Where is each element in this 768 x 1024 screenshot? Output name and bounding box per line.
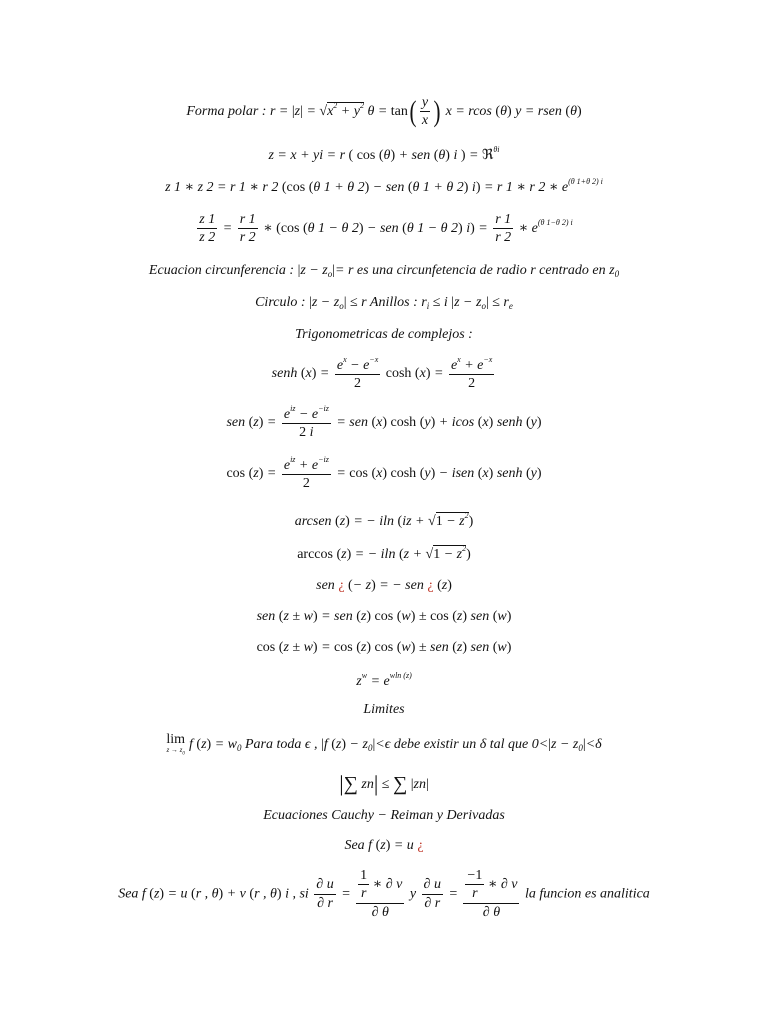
formula-sen-sum: sen (z ± w) = sen (z) cos (w) ± cos (z) sen (w) bbox=[256, 609, 512, 624]
formula-sea-f: Sea f (z) = u ¿ bbox=[344, 838, 424, 853]
rings-label: Anillos bbox=[369, 295, 410, 310]
sea-label: Sea bbox=[344, 838, 365, 853]
formula-limit: lim $z \to z_0$ f $(z) = w_0$ Para toda ϵ , |f $(z) - z_0|<\epsilon$ debe existir un δ tal que $0<|z - z_0|<\delta$ bbox=[166, 732, 602, 757]
circ-text: = r es una circunfetencia de radio r centrado en z bbox=[335, 263, 615, 278]
cauchy-title: Ecuaciones Cauchy − Reiman y Derivadas bbox=[263, 808, 505, 823]
trig-title: Trigonometricas de complejos : bbox=[295, 327, 473, 342]
formula-cauchy-riemann-polar: Sea f (z) = u (r , θ) + v (r , θ) i , si $\frac{\partial u}{\partial r}$ = $\frac{1}{r}$ ∗ ∂ v ∂ θ y $\frac{\partial u}{\partial r}$ = $\frac{-1}{r}$ ∗ ∂ v ∂ θ la funcion es analitica bbox=[118, 868, 650, 920]
circ-label: Ecuacion circunferencia bbox=[148, 263, 286, 278]
analytic-text: la funcion es analitica bbox=[524, 886, 650, 902]
formula-circle-rings: Circulo : $|z - z_o| \le r$ Anillos : $r_i \le i$ $|z - z_o| \le r_e$ bbox=[255, 295, 513, 311]
formula-arcsen: arcsen (z) = − iln $(iz + √1 - z^2)$ bbox=[294, 511, 474, 529]
formula-arccos: arccos (z) = − iln $(z + √1 - z^2)$ bbox=[297, 544, 471, 562]
formula-product: z 1 ∗ z 2 = r 1 ∗ r 2 (cos (θ 1 + θ 2) − sen (θ 1 + θ 2) i) = r 1 ∗ r 2 ∗ $e^{(\theta 1+\theta 2) i}$ bbox=[165, 177, 603, 195]
formula-sen-odd: sen ¿ (− z) = − sen ¿ (z) bbox=[316, 578, 452, 593]
circle-label: Circulo bbox=[255, 295, 298, 310]
polar-label: Forma polar bbox=[186, 104, 259, 120]
formula-cos-z: cos (z) = $\frac{e^{iz} + e^{-iz}}{2}$ = cos (x) cosh (y) − isen (x) senh (y) bbox=[226, 455, 542, 492]
sea-label-2: Sea bbox=[118, 886, 139, 902]
lim-text: Para toda ϵ , bbox=[245, 736, 318, 752]
lim-text2: <ϵ debe existir un δ tal que 0< bbox=[375, 736, 549, 752]
formula-sen-z: sen (z) = $\frac{e^{iz} - e^{-iz}}{2 i}$ = sen (x) cosh (y) + icos (x) senh (y) bbox=[226, 404, 542, 441]
formula-circumference: Ecuacion circunferencia : $|z - z_o|= r$ es una circunfetencia de radio r centrado en $z_0$ bbox=[148, 263, 620, 279]
limits-title: Limites bbox=[363, 702, 405, 717]
formula-sum-inequality: |∑ zn| ≤ ∑ |zn| bbox=[339, 771, 429, 796]
formula-cos-sum: cos (z ± w) = cos (z) cos (w) ± sen (z) sen (w) bbox=[256, 640, 512, 655]
formula-power: $z^w = e^{wln (z)}$ bbox=[356, 671, 412, 689]
formula-quotient: $\frac{z 1}{z 2}$ = $\frac{r 1}{r 2}$ ∗ (cos (θ 1 − θ 2) − sen (θ 1 − θ 2) i) = $\frac{r 1}{r 2}$ ∗ $e^{(\theta 1-\theta 2) i}$ bbox=[199, 212, 573, 246]
formula-senh-cosh: senh (x) = $\frac{e^x - e^{-x}}{2}$ cosh (x) = $\frac{e^x + e^{-x}}{2}$ bbox=[271, 355, 493, 392]
formula-polar-form: Forma polar : $r = |z| = √x^2 + y^2$ θ = tan( $\frac{y}{x}$ ) x = rcos (θ) y = rsen (θ) bbox=[186, 95, 582, 129]
formula-rect-polar: z = x + yi = r ( cos (θ) + sen (θ) i ) = ℜ$^{\theta i}$ bbox=[268, 145, 500, 163]
